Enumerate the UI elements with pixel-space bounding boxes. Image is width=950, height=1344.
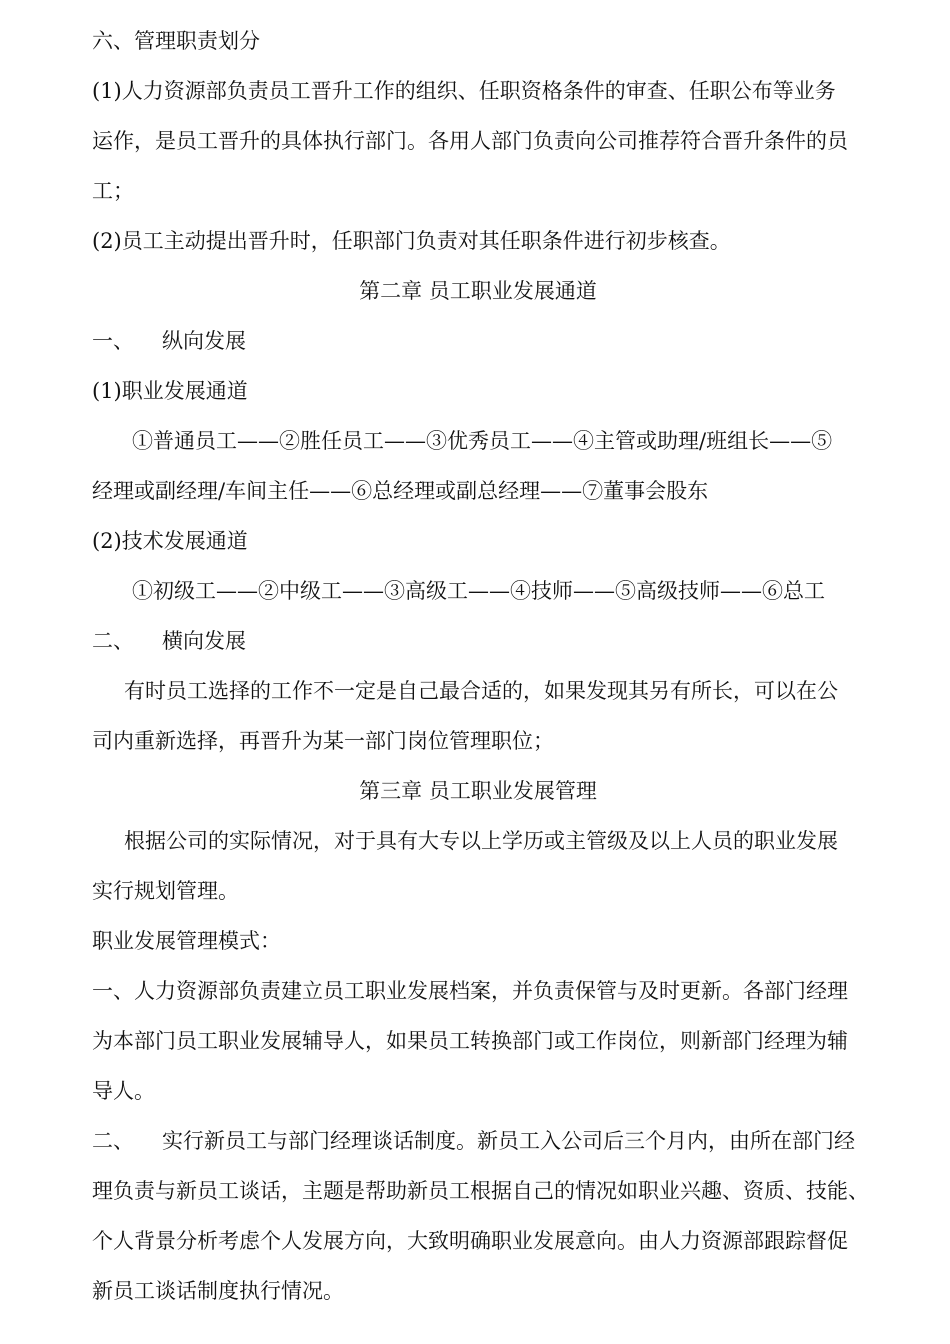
paragraph-line: [92, 1116, 864, 1166]
chapter-3-title: 第三章 员工职业发展管理: [359, 779, 597, 803]
heading-text: 横向发展: [162, 629, 246, 653]
paragraph-line: 根据公司的实际情况，对于具有大专以上学历或主管级及以上人员的职业发展: [124, 829, 838, 853]
vertical-development-heading: [92, 316, 864, 366]
chapter-2-title: 第二章 员工职业发展通道: [359, 279, 597, 303]
heading-number: 一、: [92, 329, 134, 353]
paragraph-line: 个人背景分析考虑个人发展方向，大致明确职业发展意向。由人力资源部跟踪督促: [92, 1229, 848, 1253]
item-number: 二、: [92, 1129, 134, 1153]
paragraph-line: 实行规划管理。: [92, 879, 239, 903]
paragraph-line: 为本部门员工职业发展辅导人，如果员工转换部门或工作岗位，则新部门经理为辅: [92, 1029, 848, 1053]
paragraph-line: 新员工谈话制度执行情况。: [92, 1279, 344, 1303]
paragraph-line: 导人。: [92, 1079, 155, 1103]
paragraph-line: 有时员工选择的工作不一定是自己最合适的，如果发现其另有所长，可以在公: [124, 679, 838, 703]
heading-number: 二、: [92, 629, 134, 653]
item-text: 实行新员工与部门经理谈话制度。新员工入公司后三个月内，由所在部门经: [162, 1129, 855, 1153]
tech-path-line: ①初级工——②中级工——③高级工——④技师——⑤高级技师——⑥总工: [132, 579, 825, 603]
career-path-line: 经理或副经理/车间主任——⑥总经理或副总经理——⑦董事会股东: [92, 479, 709, 503]
paragraph-line: 理负责与新员工谈话，主题是帮助新员工根据自己的情况如职业兴趣、资质、技能、: [92, 1179, 869, 1203]
paragraph-line: (1)人力资源部负责员工晋升工作的组织、任职资格条件的审查、任职公布等业务: [92, 79, 836, 103]
section-6-heading: 六、管理职责划分: [92, 29, 260, 53]
document-page: [92, 16, 869, 1316]
management-mode-label: 职业发展管理模式：: [92, 929, 281, 953]
heading-text: 纵向发展: [162, 329, 246, 353]
paragraph-line: (2)员工主动提出晋升时，任职部门负责对其任职条件进行初步核查。: [92, 229, 731, 253]
paragraph-line: 工；: [92, 179, 134, 203]
tech-path-label: (2)技术发展通道: [92, 529, 248, 553]
paragraph-line: 运作，是员工晋升的具体执行部门。各用人部门负责向公司推荐符合晋升条件的员: [92, 129, 848, 153]
career-path-line: ①普通员工——②胜任员工——③优秀员工——④主管或助理/班组长——⑤: [132, 429, 833, 453]
paragraph-line: 司内重新选择，再晋升为某一部门岗位管理职位；: [92, 729, 554, 753]
career-path-label: (1)职业发展通道: [92, 379, 248, 403]
horizontal-development-heading: [92, 616, 864, 666]
paragraph-line: 一、人力资源部负责建立员工职业发展档案，并负责保管与及时更新。各部门经理: [92, 979, 848, 1003]
